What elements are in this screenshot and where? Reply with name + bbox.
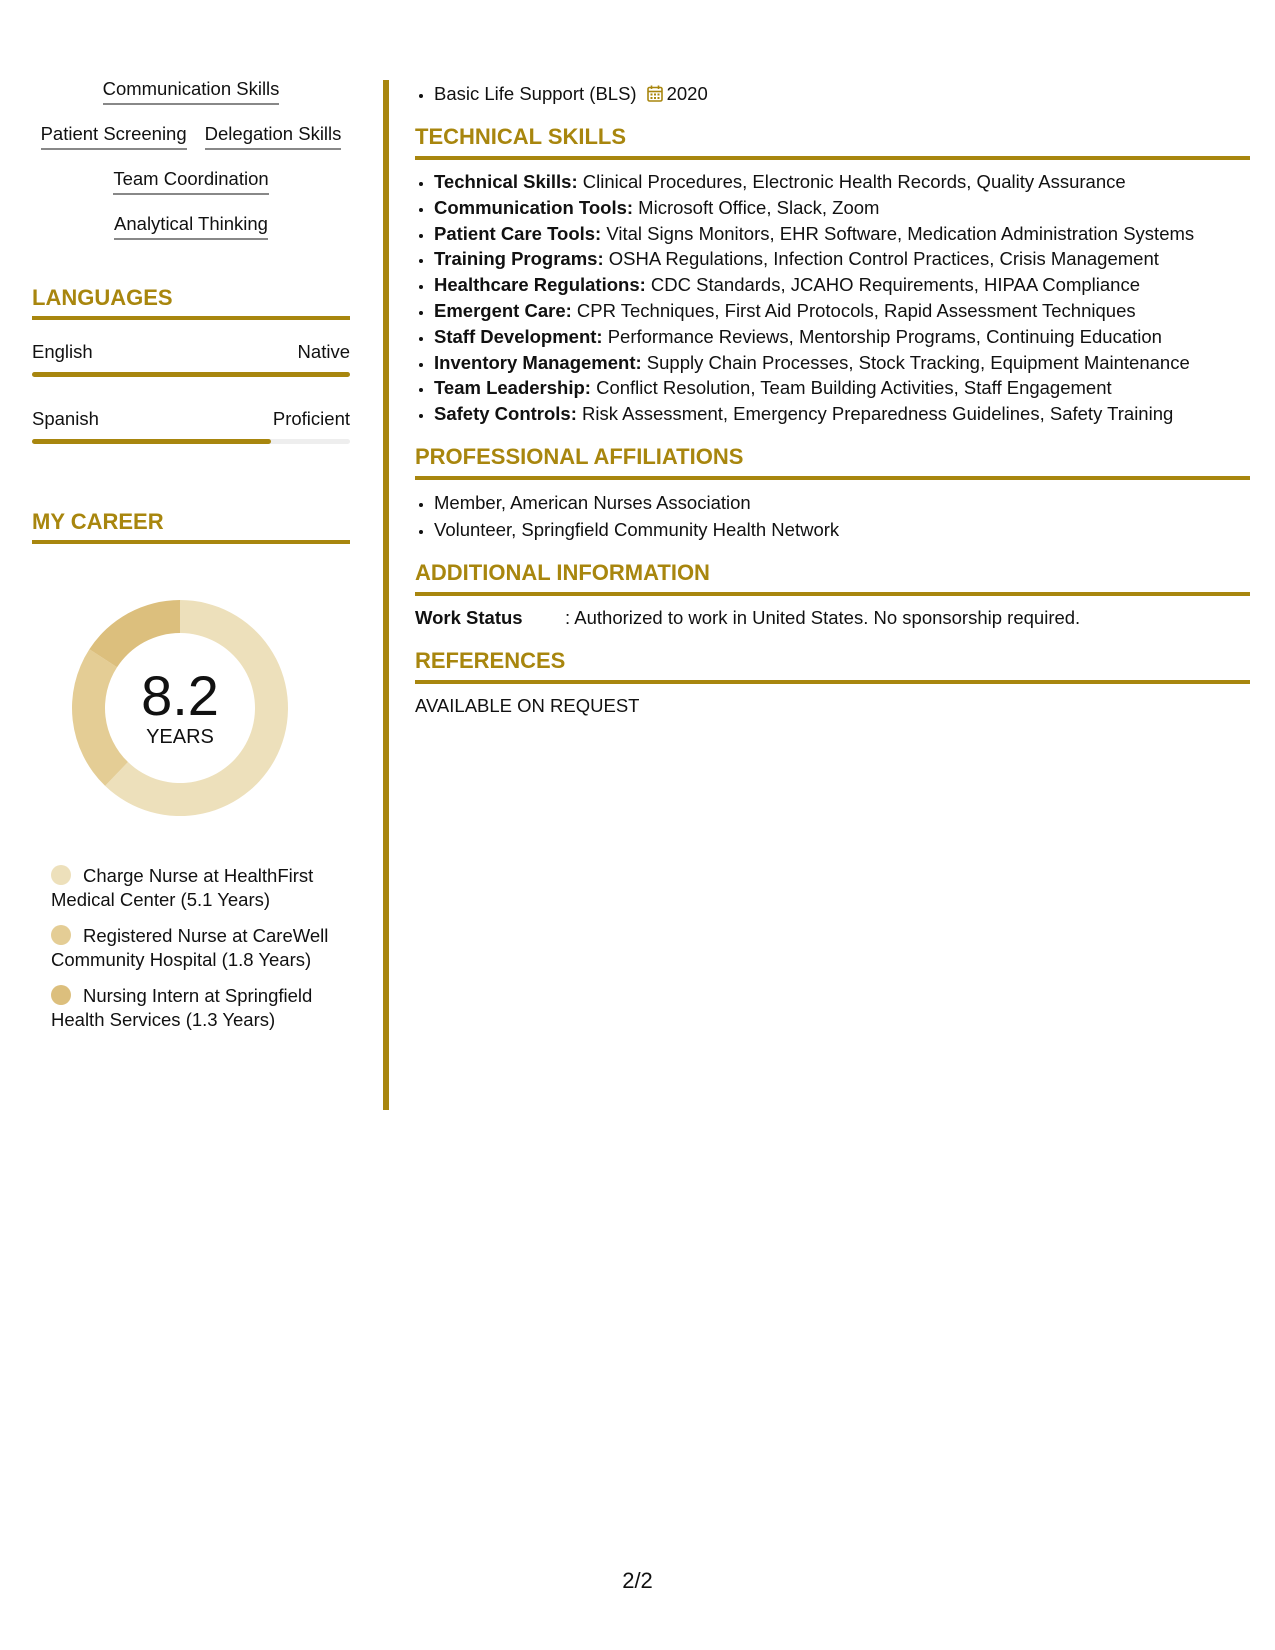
skill-tag: Communication Skills xyxy=(103,76,280,105)
career-total-value: 8.2 xyxy=(141,664,219,727)
legend-label: Charge Nurse at HealthFirst Medical Center (5.1 Years) xyxy=(51,865,314,910)
skill-category: Technical Skills: xyxy=(434,171,578,192)
language-name: Spanish xyxy=(32,408,99,429)
skill-category: Inventory Management: xyxy=(434,351,642,373)
affiliation-item: • Member, American Nurses Association xyxy=(434,489,1250,516)
career-total-unit: YEARS xyxy=(146,726,214,748)
affiliations-title: PROFESSIONAL AFFILIATIONS xyxy=(415,443,1250,480)
right-column xyxy=(415,80,1250,719)
skill-category: Healthcare Regulations: xyxy=(434,274,646,296)
technical-skill-item xyxy=(434,272,1250,298)
language-level-fill xyxy=(32,372,350,377)
skill-values: CPR Techniques, First Aid Protocols, Rapid Assessment Techniques xyxy=(571,299,1136,321)
career-donut-chart xyxy=(60,588,300,828)
work-status-value: : Authorized to work in United States. No sponsorship required. xyxy=(565,606,1081,628)
skill-tag: Delegation Skills xyxy=(205,121,342,150)
skill-category: Emergent Care: xyxy=(434,299,572,321)
technical-skill-item xyxy=(434,350,1250,376)
certification-year: 2020 xyxy=(666,83,708,104)
skill-values: CDC Standards, JCAHO Requirements, HIPAA Compliance xyxy=(645,274,1140,296)
legend-item xyxy=(51,984,341,1032)
column-divider xyxy=(383,80,389,1110)
language-item xyxy=(32,407,350,444)
legend-dot xyxy=(51,865,71,885)
skill-category: Staff Development: xyxy=(434,325,603,347)
certifications-list xyxy=(415,80,1250,107)
skill-category: Communication Tools: xyxy=(434,196,634,218)
skills-row xyxy=(32,211,350,240)
language-row xyxy=(32,407,350,431)
skill-values: Performance Reviews, Mentorship Programs, Continuing Education xyxy=(602,325,1162,347)
technical-skill-item xyxy=(434,221,1250,247)
legend-item xyxy=(51,924,341,972)
language-name: English xyxy=(32,341,93,362)
skill-values: Vital Signs Monitors, EHR Software, Medication Administration Systems xyxy=(601,222,1195,244)
technical-skill-item xyxy=(434,324,1250,350)
affiliation-item: • Volunteer, Springfield Community Health Network xyxy=(434,516,1250,543)
technical-skill-item xyxy=(434,195,1250,221)
skill-values: Microsoft Office, Slack, Zoom xyxy=(633,196,880,218)
legend-label: Nursing Intern at Springfield Health Services (1.3 Years) xyxy=(51,985,313,1030)
skills-row xyxy=(32,121,350,150)
references-title: REFERENCES xyxy=(415,647,1250,684)
certification-item xyxy=(434,80,1250,107)
skills-row xyxy=(32,76,350,105)
skill-values: Risk Assessment, Emergency Preparedness Guidelines, Safety Training xyxy=(576,403,1174,425)
donut-center xyxy=(60,588,300,828)
skill-category: Patient Care Tools: xyxy=(434,222,602,244)
left-column xyxy=(32,76,350,1044)
calendar-icon xyxy=(647,82,663,99)
technical-skill-item xyxy=(434,375,1250,401)
technical-skill-item xyxy=(434,246,1250,272)
legend-item xyxy=(51,864,341,912)
language-level-track xyxy=(32,439,350,444)
career-legend xyxy=(51,864,341,1032)
skill-values: Conflict Resolution, Team Building Activities, Staff Engagement xyxy=(590,377,1112,399)
language-level-track xyxy=(32,372,350,377)
career-title: MY CAREER xyxy=(32,508,350,544)
skills-row xyxy=(32,166,350,195)
legend-label: Registered Nurse at CareWell Community Hospital (1.8 Years) xyxy=(51,925,329,970)
skill-tag: Analytical Thinking xyxy=(114,211,268,240)
skill-values: Supply Chain Processes, Stock Tracking, Equipment Maintenance xyxy=(641,351,1190,373)
technical-skills-list xyxy=(415,169,1250,427)
skill-category: Safety Controls: xyxy=(434,403,577,425)
legend-dot xyxy=(51,985,71,1005)
work-status-label: Work Status xyxy=(415,606,523,628)
technical-skill-item xyxy=(434,169,1250,195)
skill-tag: Team Coordination xyxy=(113,166,268,195)
legend-dot xyxy=(51,925,71,945)
languages-title: LANGUAGES xyxy=(32,284,350,320)
technical-skills-title: TECHNICAL SKILLS xyxy=(415,123,1250,160)
skill-values: OSHA Regulations, Infection Control Practices, Crisis Management xyxy=(603,248,1159,270)
additional-info-title: ADDITIONAL INFORMATION xyxy=(415,559,1250,596)
language-level-fill xyxy=(32,439,271,444)
skill-category: Team Leadership: xyxy=(434,377,591,399)
language-row xyxy=(32,340,350,364)
skill-category: Training Programs: xyxy=(434,248,604,270)
languages-list xyxy=(32,340,350,444)
affiliations-list xyxy=(415,489,1250,543)
technical-skill-item xyxy=(434,298,1250,324)
page-number: 2/2 xyxy=(622,1568,653,1593)
skills-tags xyxy=(32,76,350,240)
skill-tag: Patient Screening xyxy=(41,121,187,150)
language-level: Native xyxy=(297,341,350,362)
language-item xyxy=(32,340,350,377)
certification-name: Basic Life Support (BLS) xyxy=(434,83,637,104)
skill-values: Clinical Procedures, Electronic Health Records, Quality Assurance xyxy=(577,171,1126,192)
work-status-row xyxy=(415,605,1250,631)
references-text: AVAILABLE ON REQUEST xyxy=(415,694,640,716)
language-level: Proficient xyxy=(272,408,350,429)
technical-skill-item xyxy=(434,401,1250,427)
